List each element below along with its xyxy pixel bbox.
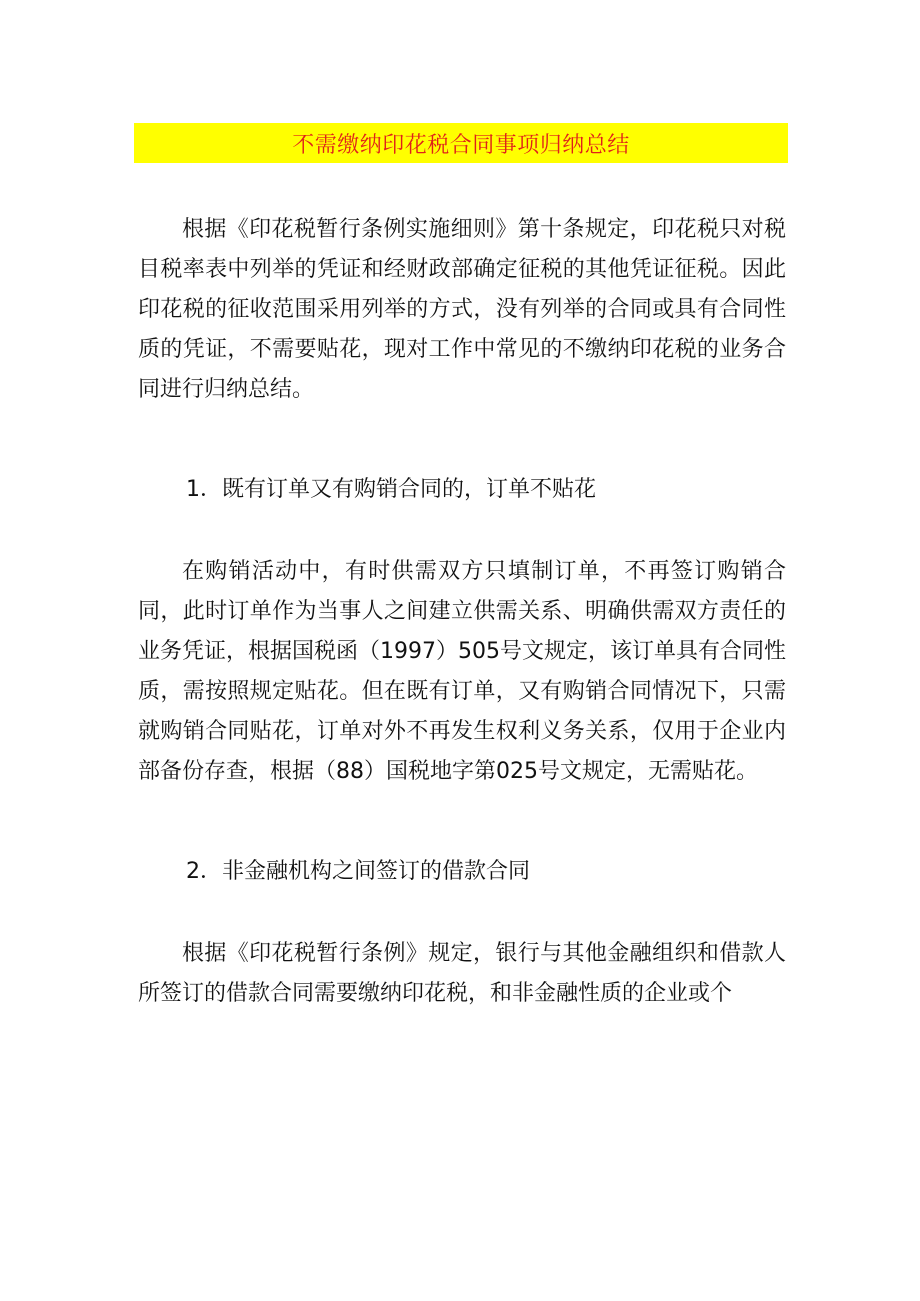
section-2-heading: 2．非金融机构之间签订的借款合同	[186, 859, 530, 884]
section-1-heading: 1．既有订单又有购销合同的，订单不贴花	[186, 477, 596, 502]
section-2-body: 根据《印花税暂行条例》规定，银行与其他金融组织和借款人所签订的借款合同需要缴纳印花税，和非金融性质的企业或个	[138, 941, 786, 1006]
spacer	[138, 892, 786, 934]
title-highlight-bar	[134, 123, 788, 163]
spacer	[138, 410, 786, 470]
intro-paragraph: 根据《印花税暂行条例实施细则》第十条规定，印花税只对税目税率表中列举的凭证和经财政部确定征税的其他凭证征税。因此印花税的征收范围采用列举的方式，没有列举的合同或具有合同性质的凭证，不需要贴花，现对工作中常见的不缴纳印花税的业务合同进行归纳总结。	[138, 217, 786, 402]
spacer	[138, 510, 786, 552]
section-1-body: 在购销活动中，有时供需双方只填制订单，不再签订购销合同，此时订单作为当事人之间建立供需关系、明确供需双方责任的业务凭证，根据国税函（1997）505号文规定，该订单具有合同性质，需按照规定贴花。但在既有订单，又有购销合同情况下，只需就购销合同贴花，订单对外不再发生权利义务关系，仅用于企业内部备份存查，根据（88）国税地字第025号文规定，无需贴花。	[138, 559, 786, 784]
spacer	[138, 792, 786, 852]
document-body	[138, 210, 786, 1014]
document-title: 不需缴纳印花税合同事项归纳总结	[292, 132, 630, 158]
